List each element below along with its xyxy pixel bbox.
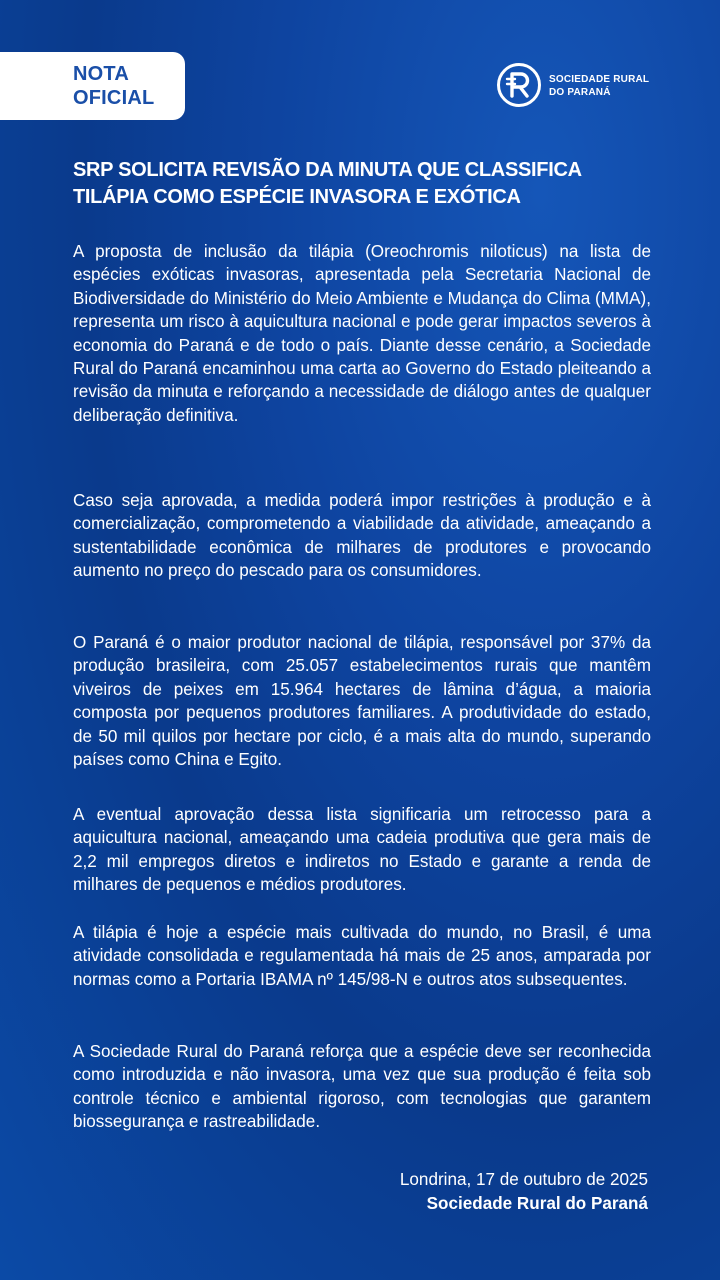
headline-line-2: TILÁPIA COMO ESPÉCIE INVASORA E EXÓTICA (73, 186, 521, 208)
srp-emblem-icon (496, 62, 542, 108)
signature-name: Sociedade Rural do Paraná (426, 1194, 648, 1213)
badge-line-2: OFICIAL (73, 87, 155, 109)
headline-line-1: SRP SOLICITA REVISÃO DA MINUTA QUE CLASSIFICA (73, 159, 582, 181)
paragraph-2: Caso seja aprovada, a medida poderá impor restrições à produção e à comercialização, comprometendo a viabilidade da atividade, ameaçando a sustentabilidade econômica de milhares de produtores e provocando aumento no preço do pescado para os consumidores. (73, 491, 651, 581)
logo-text-line-1: SOCIEDADE RURAL (549, 74, 650, 85)
nota-oficial-badge (0, 52, 185, 120)
logo-text-line-2: DO PARANÁ (549, 87, 611, 98)
srp-logo (496, 62, 656, 112)
paragraph-3: O Paraná é o maior produtor nacional de tilápia, responsável por 37% da produção brasileira, com 25.057 estabelecimentos rurais que mantêm viveiros de peixes em 15.964 hectares de lâmina d’água, a maioria composta por pequenos produtores familiares. A produtividade do estado, de 50 mil quilos por hectare por ciclo, é a mais alta do mundo, superando países como China e Egito. (73, 633, 651, 770)
paragraph-1: A proposta de inclusão da tilápia (Oreochromis niloticus) na lista de espécies exóticas invasoras, apresentada pela Secretaria Nacional de Biodiversidade do Ministério do Meio Ambiente e Mudança do Clima (MMA), representa um risco à aquicultura nacional e pode gerar impactos severos à economia do Paraná e de todo o país. Diante desse cenário, a Sociedade Rural do Paraná encaminhou uma carta ao Governo do Estado pleiteando a revisão da minuta e reforçando a necessidade de diálogo antes de qualquer deliberação definitiva. (73, 242, 651, 425)
paragraph-5: A tilápia é hoje a espécie mais cultivada do mundo, no Brasil, é uma atividade consolidada e regulamentada há mais de 25 anos, amparada por normas como a Portaria IBAMA nº 145/98-N e outros atos subsequentes. (73, 923, 651, 989)
headline (73, 157, 653, 211)
signature-date: Londrina, 17 de outubro de 2025 (399, 1170, 648, 1189)
paragraph-6: A Sociedade Rural do Paraná reforça que a espécie deve ser reconhecida como introduzida e não invasora, uma vez que sua produção é feita sob controle técnico e ambiental rigoroso, com tecnologias que garantem biossegurança e rastreabilidade. (73, 1042, 651, 1132)
paragraph-4: A eventual aprovação dessa lista significaria um retrocesso para a aquicultura nacional, ameaçando uma cadeia produtiva que gera mais de 2,2 mil empregos diretos e indiretos no Estado e garante a renda de milhares de pequenos e médios produtores. (73, 805, 651, 895)
badge-line-1: NOTA (73, 63, 129, 85)
